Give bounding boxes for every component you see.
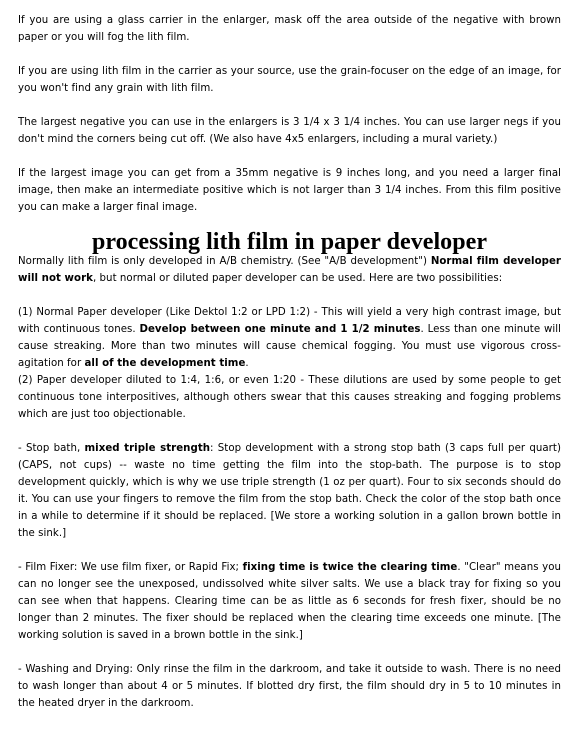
paragraph-option-diluted-developer: (2) Paper developer diluted to 1:4, 1:6, or even 1:20 - These dilutions are used by some people to get continuous tone interpositives, although others swear that this causes streaking and fogging problems which are just too objectionable. [18, 375, 561, 420]
paragraph-washing-drying: - Washing and Drying: Only rinse the film in the darkroom, and take it outside to wash. There is no need to wash longer than about 4 or 5 minutes. If blotted dry first, the film should dry in 5 to 10 minutes in the heated dryer in the darkroom. [18, 664, 561, 709]
paragraph-grain-focuser: If you are using lith film in the carrier as your source, use the grain-focuser on the edge of an image, for you won't find any grain with lith film. [18, 66, 561, 94]
text-run: : Stop development with a strong stop bath (3 caps full per quart) (CAPS, not cups) -- waste no time getting the film into the stop-bath. The purpose is to stop development quickly, which is why we use triple strength (1 oz per quart). Four to six seconds should do it. You can use your fingers to remove the film from the stop bath. Check the color of the stop bath once in a while to determine if it should be replaced. [We store a working solution in a gallon brown bottle in the sink.] [18, 443, 561, 539]
paragraph-intermediate-positive: If the largest image you can get from a 35mm negative is 9 inches long, and you need a larger final image, then make an intermediate positive which is not larger than 3 1/4 inches. From this film positive you can make a larger final image. [18, 168, 561, 213]
bold-text-run: Normal film developer will not work [18, 256, 561, 284]
paragraph-normal-development [18, 253, 561, 287]
text-run: . Less than one minute will cause streaking. More than two minutes will cause chemical fogging. You must use vigorous cross-agitation for [18, 324, 561, 369]
text-run: , but normal or diluted paper developer can be used. Here are two possibilities: [92, 273, 503, 284]
text-run: (1) Normal Paper developer (Like Dektol 1:2 or LPD 1:2) - This will yield a very high contrast image, but with continuous tones. [18, 307, 561, 335]
text-run: . [245, 358, 249, 369]
bold-text-run: Develop between one minute and 1 1/2 minutes [139, 324, 421, 335]
document-page [18, 12, 561, 712]
paragraph-film-fixer [18, 559, 561, 644]
bold-text-run: fixing time is twice the clearing time [242, 562, 458, 573]
section-heading: processing lith film in paper developer [91, 229, 488, 255]
text-run: - Stop bath, [18, 443, 85, 454]
paragraph-largest-negative: The largest negative you can use in the enlargers is 3 1/4 x 3 1/4 inches. You can use larger negs if you don't mind the corners being cut off. (We also have 4x5 enlargers, including a mural variety.) [18, 117, 561, 145]
text-run: . "Clear" means you can no longer see the unexposed, undissolved white silver salts. We use a black tray for fixing so you can see when that happens. Clearing time can be as little as 6 seconds for fresh fixer, should be no longer than 2 minutes. The fixer should be replaced when the clearing time exceeds one minute. [The working solution is saved in a brown bottle in the sink.] [18, 562, 562, 641]
bold-text-run: all of the development time [84, 358, 246, 369]
paragraph-stop-bath [18, 440, 561, 542]
bold-text-run: mixed triple strength [84, 443, 211, 454]
text-run: - Film Fixer: We use film fixer, or Rapid Fix; [18, 562, 243, 573]
paragraph-option-normal-paper-developer [18, 304, 561, 372]
paragraph-glass-carrier: If you are using a glass carrier in the enlarger, mask off the area outside of the negative with brown paper or you will fog the lith film. [18, 15, 561, 43]
text-run: Normally lith film is only developed in A/B chemistry. (See "A/B development") [18, 256, 431, 267]
